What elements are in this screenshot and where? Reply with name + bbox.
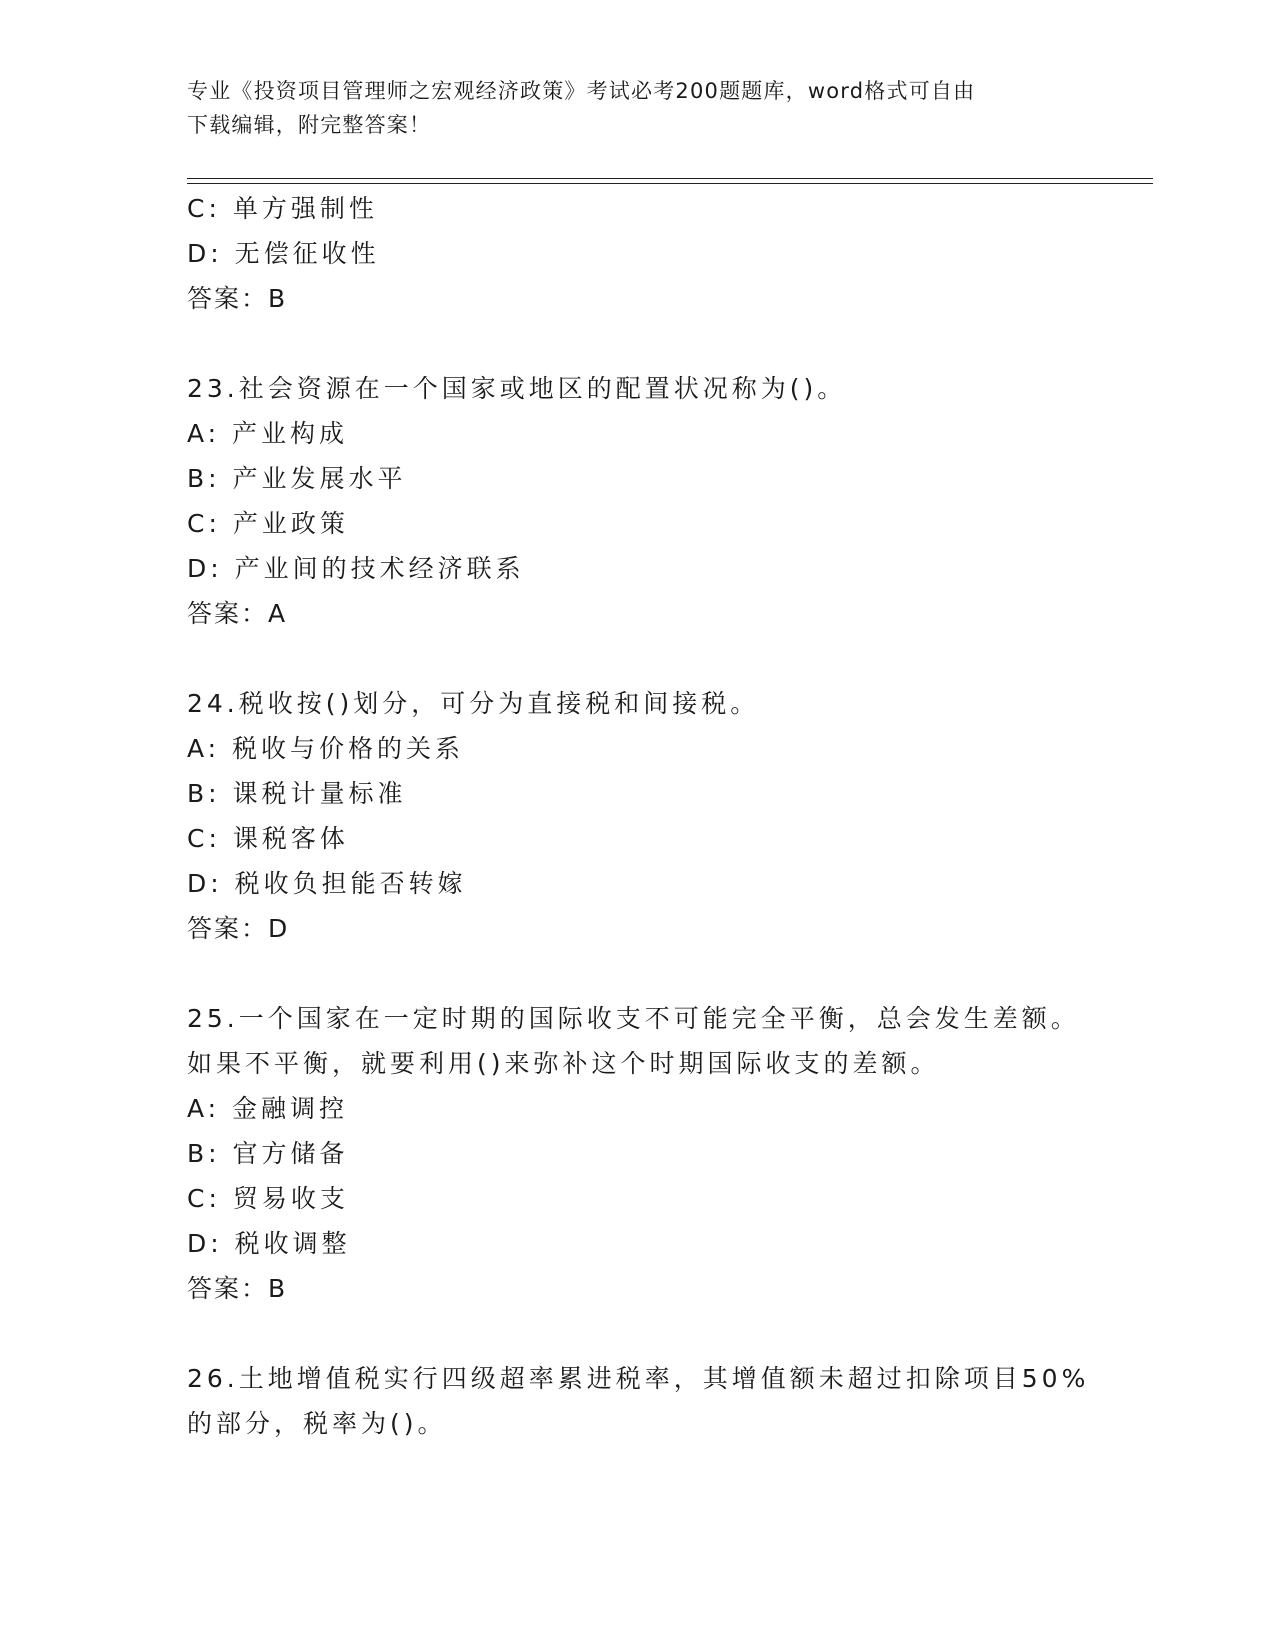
question-25-line-1: 25.一个国家在一定时期的国际收支不可能完全平衡，总会发生差额。 — [187, 1004, 1080, 1033]
question-23-option-b: B: 产业发展水平 — [187, 464, 407, 493]
header-divider-bottom — [187, 183, 1153, 184]
option-d: D: 无偿征收性 — [187, 239, 380, 268]
question-23: 23.社会资源在一个国家或地区的配置状况称为()。 — [187, 374, 847, 403]
question-23-answer: 答案：A — [187, 599, 288, 628]
question-26-line-1: 26.土地增值税实行四级超率累进税率，其增值额未超过扣除项目50% — [187, 1364, 1090, 1393]
option-c: C: 单方强制性 — [187, 194, 378, 223]
question-23-option-d: D: 产业间的技术经济联系 — [187, 554, 525, 583]
question-23-option-a: A: 产业构成 — [187, 419, 349, 448]
question-25-option-b: B: 官方储备 — [187, 1139, 349, 1168]
question-23-option-c: C: 产业政策 — [187, 509, 349, 538]
document-header — [187, 74, 1067, 142]
question-24: 24.税收按()划分，可分为直接税和间接税。 — [187, 689, 760, 718]
question-25-option-c: C: 贸易收支 — [187, 1184, 349, 1213]
header-divider-top — [187, 178, 1153, 179]
header-line-1: 专业《投资项目管理师之宏观经济政策》考试必考200题题库，word格式可自由 — [187, 79, 976, 103]
question-25-option-a: A: 金融调控 — [187, 1094, 349, 1123]
question-26-line-2: 的部分，税率为()。 — [187, 1409, 447, 1438]
question-25-option-d: D: 税收调整 — [187, 1229, 351, 1258]
question-25-answer: 答案：B — [187, 1274, 288, 1303]
header-line-2: 下载编辑，附完整答案！ — [187, 113, 432, 137]
question-24-option-a: A: 税收与价格的关系 — [187, 734, 465, 763]
question-25-line-2: 如果不平衡，就要利用()来弥补这个时期国际收支的差额。 — [187, 1049, 940, 1078]
question-24-option-c: C: 课税客体 — [187, 824, 349, 853]
question-24-option-d: D: 税收负担能否转嫁 — [187, 869, 467, 898]
question-24-answer: 答案：D — [187, 914, 290, 943]
question-24-option-b: B: 课税计量标准 — [187, 779, 407, 808]
answer-line: 答案：B — [187, 284, 288, 313]
